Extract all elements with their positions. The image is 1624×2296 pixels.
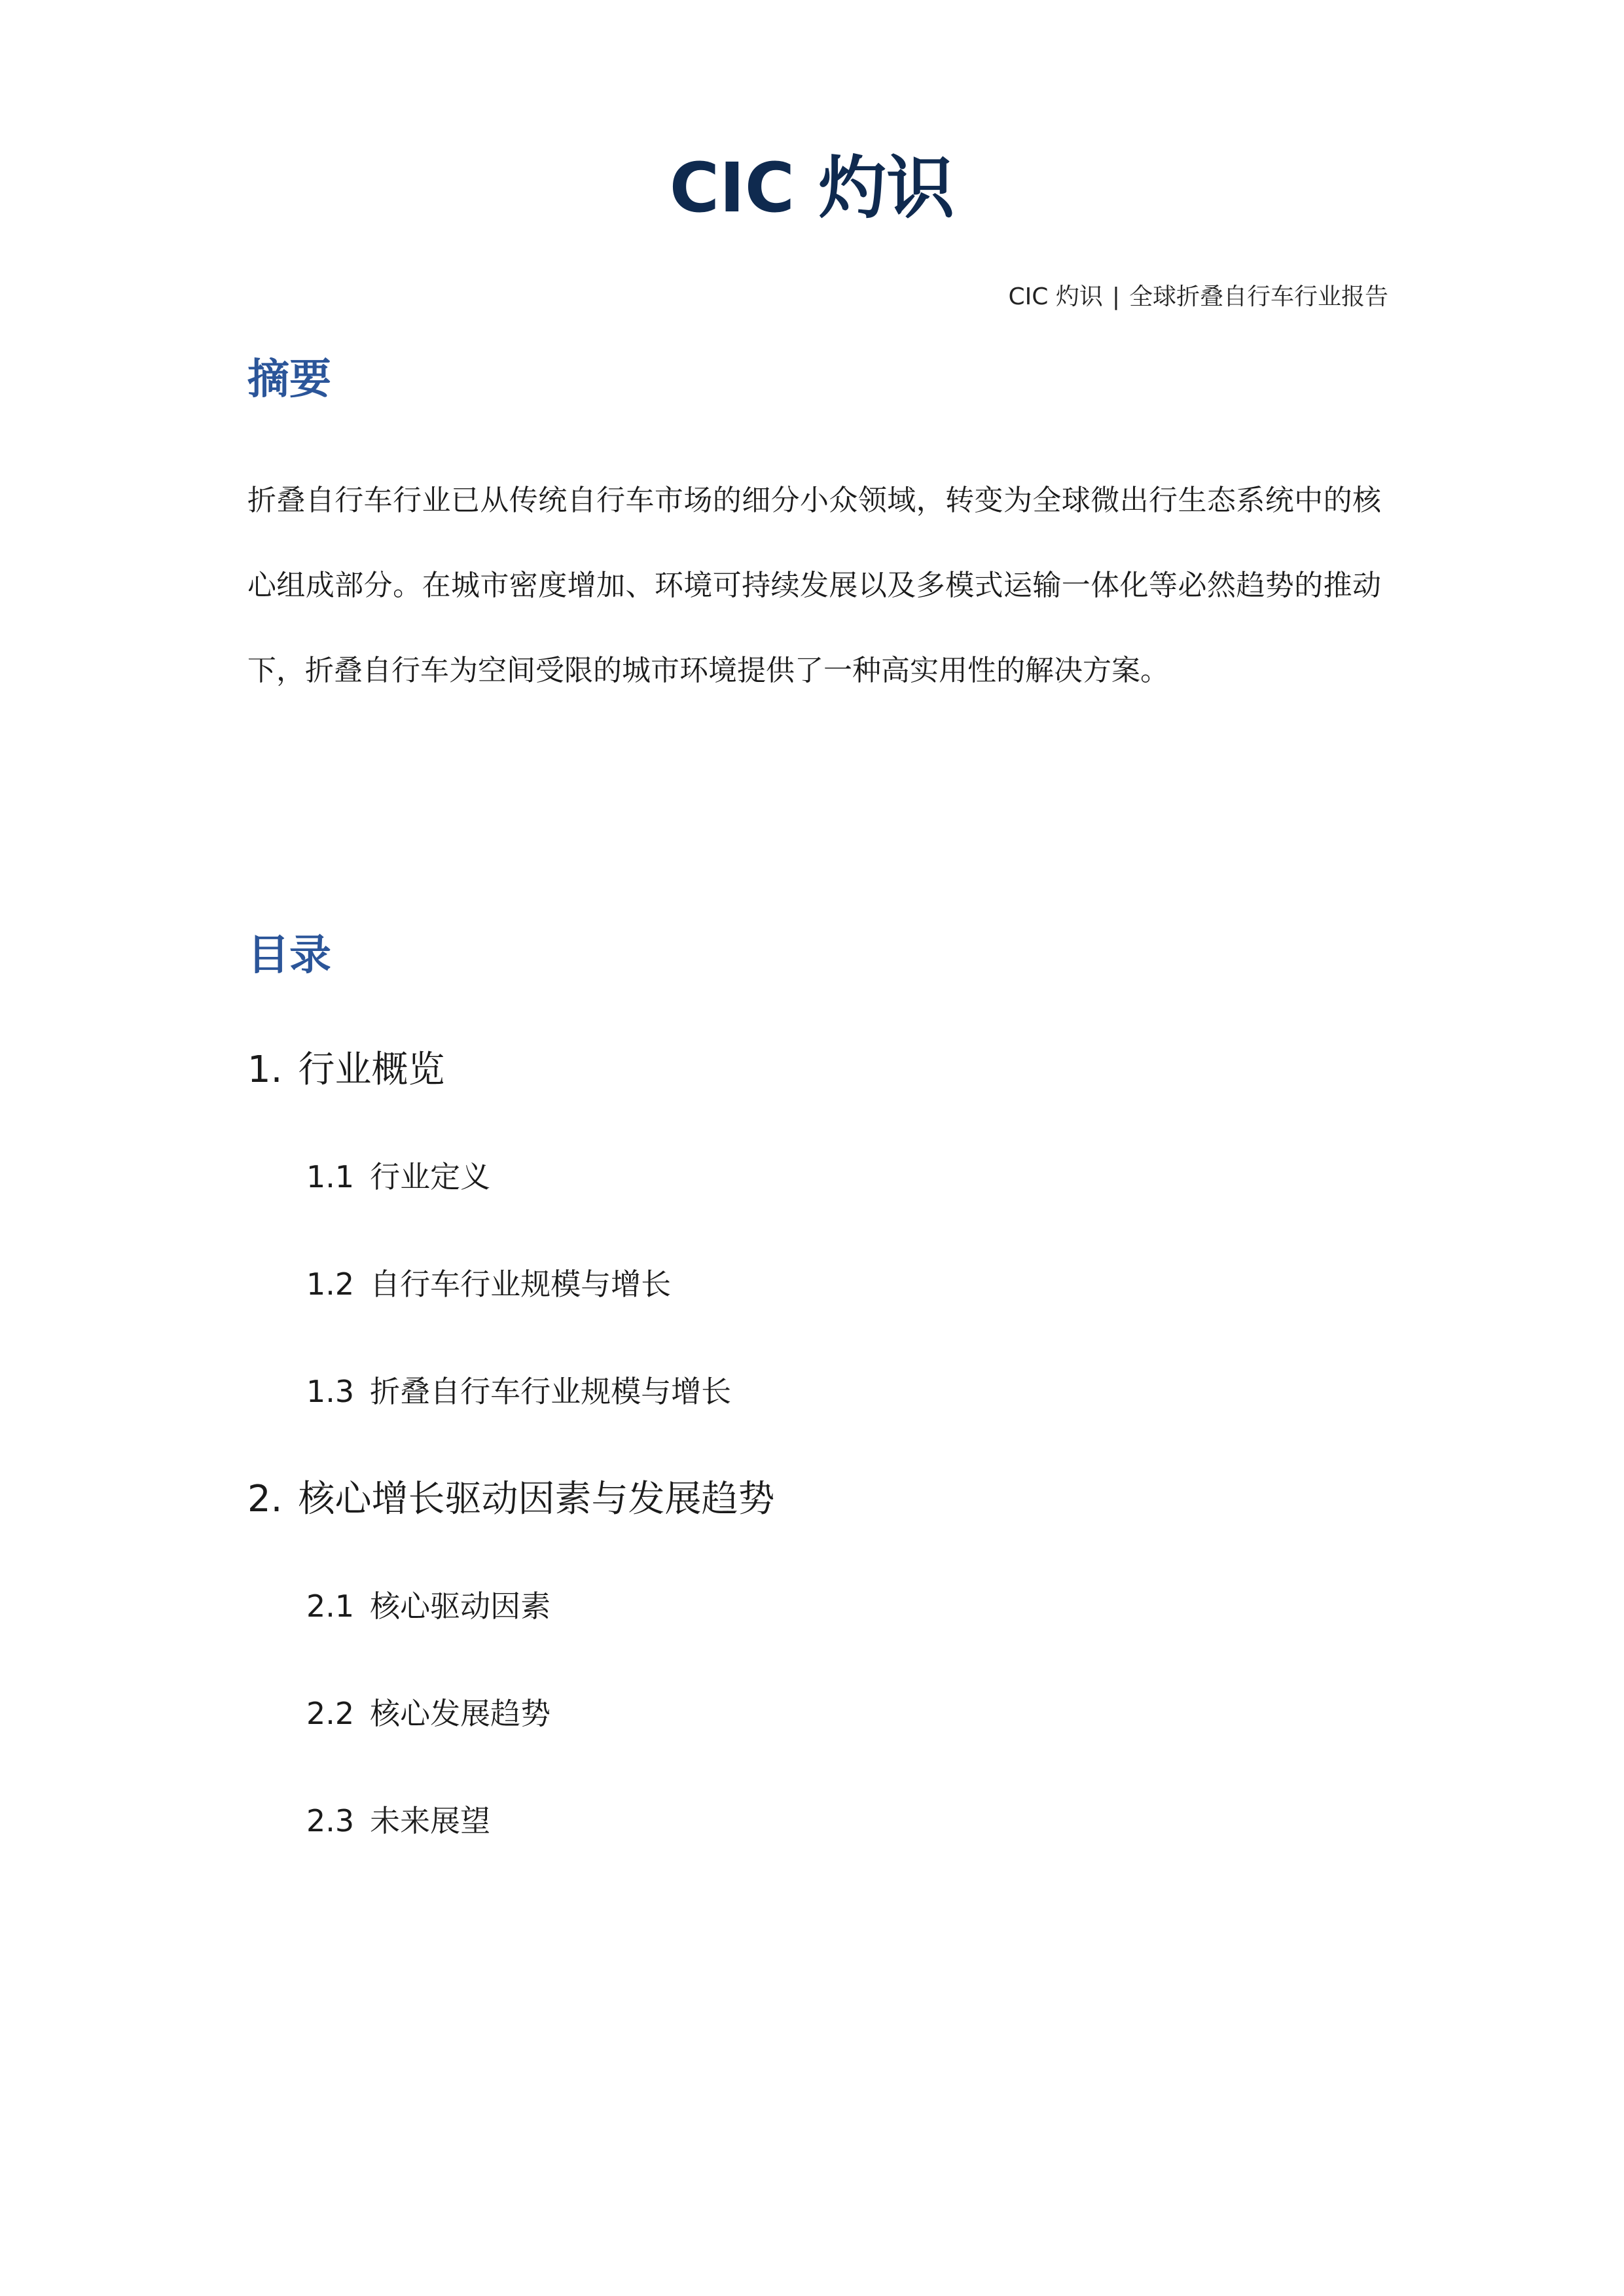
toc-item-2-3[interactable] [306, 1801, 490, 1840]
running-header [1009, 283, 1389, 312]
toc-item-label: 行业概览 [298, 1049, 445, 1091]
toc-item-number: 2.3 [306, 1803, 355, 1839]
header-separator: | [1111, 283, 1120, 310]
toc-item-1-2[interactable] [306, 1265, 671, 1304]
toc-item-label: 核心发展趋势 [370, 1696, 551, 1731]
toc-item-number: 1.2 [306, 1266, 355, 1302]
header-report-title: 全球折叠自行车行业报告 [1128, 283, 1388, 310]
abstract-body: 折叠自行车行业已从传统自行车市场的细分小众领域，转变为全球微出行生态系统中的核心组成部分。在城市密度增加、环境可持续发展以及多模式运输一体化等必然趋势的推动下，折叠自行车为空间受限的城市环境提供了一种高实用性的解决方案。 [247, 484, 1381, 687]
toc-item-1-1[interactable] [306, 1157, 490, 1196]
toc-item-number: 1. [247, 1049, 283, 1091]
toc-item-label: 折叠自行车行业规模与增长 [370, 1374, 732, 1409]
toc-heading: 目录 [247, 931, 331, 980]
toc-item-label: 核心增长驱动因素与发展趋势 [298, 1478, 775, 1520]
brand-logo: CIC 灼识 [669, 148, 955, 228]
toc-item-label: 核心驱动因素 [370, 1588, 551, 1624]
toc-item-number: 1.1 [306, 1159, 355, 1194]
toc-item-label: 自行车行业规模与增长 [370, 1266, 672, 1302]
toc-item-1[interactable] [247, 1047, 444, 1093]
toc-item-1-3[interactable] [306, 1372, 731, 1411]
toc-item-2-2[interactable] [306, 1694, 550, 1733]
header-brand: CIC 灼识 [1008, 283, 1103, 310]
toc-item-number: 2. [247, 1478, 283, 1520]
toc-item-label: 未来展望 [370, 1803, 491, 1839]
toc-item-2[interactable] [247, 1477, 774, 1522]
toc-item-2-1[interactable] [306, 1587, 550, 1626]
toc-item-number: 2.2 [306, 1696, 355, 1731]
toc-item-number: 2.1 [306, 1588, 355, 1624]
toc-item-label: 行业定义 [370, 1159, 491, 1194]
abstract-heading: 摘要 [247, 355, 331, 404]
toc-item-number: 1.3 [306, 1374, 355, 1409]
